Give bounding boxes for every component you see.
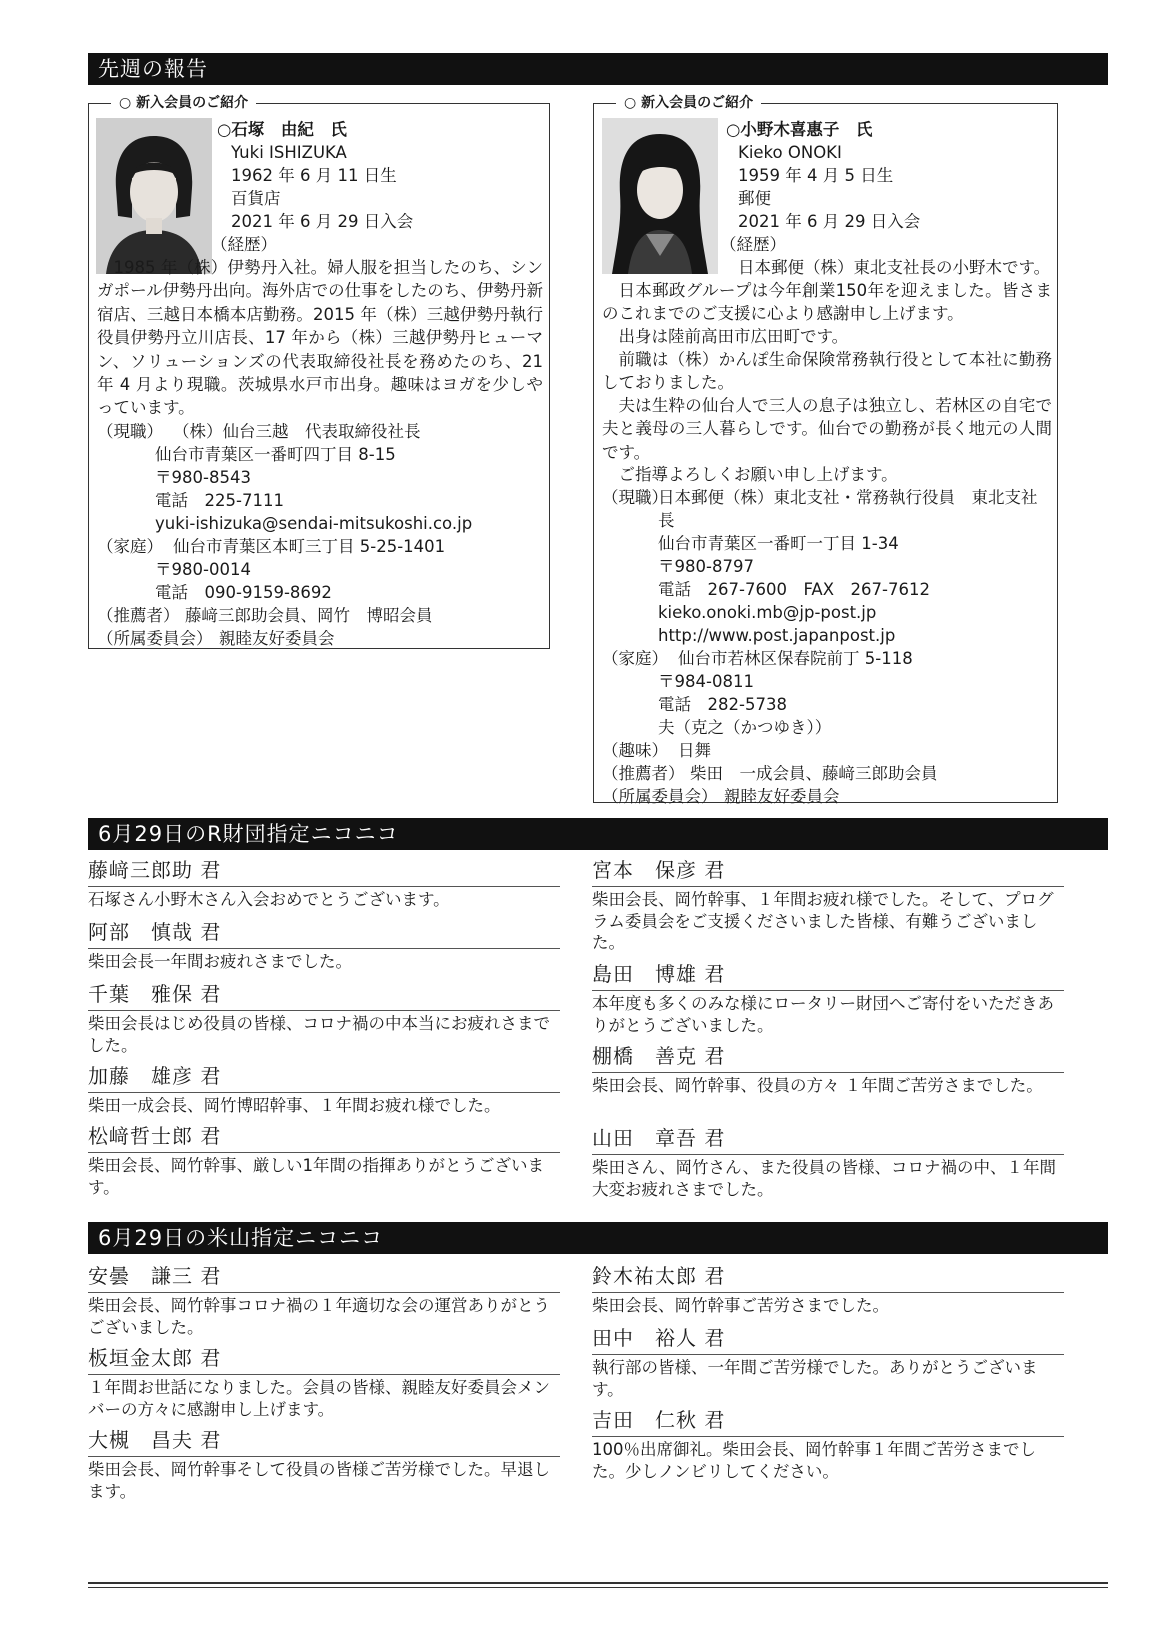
footer-rule (88, 1582, 1108, 1584)
entry-message: 執行部の皆様、一年間ご苦労様でした。ありがとうございます。 (592, 1358, 1038, 1399)
section-header-yoneyama: 6月29日の米山指定ニコニコ (88, 1222, 1108, 1254)
detail-line: 電話 267-7600 FAX 267-7612 (658, 580, 930, 599)
nikoniko-entry (88, 980, 560, 1056)
detail-line: 藤﨑三郎助会員、岡竹 博昭会員 (185, 606, 433, 625)
career-text: 日本郵便（株）東北支社長の小野木です。 (738, 258, 1051, 277)
member-industry: 郵便 (738, 189, 771, 208)
entry-message: 本年度も多くのみな様にロータリー財団へご寄付をいただきありがとうございました。 (592, 994, 1054, 1035)
member-photo (96, 118, 212, 274)
entry-message: 柴田会長、岡竹幹事そして役員の皆様ご苦労様でした。早退します。 (88, 1460, 550, 1501)
detail-line: 親睦友好委員会 (219, 629, 335, 648)
entry-message: 柴田一成会長、岡竹博昭幹事、１年間お疲れ様でした。 (88, 1096, 501, 1115)
member-name: ○石塚 由紀 氏 (217, 120, 347, 139)
nikoniko-entry (592, 1406, 1064, 1482)
career-text: 1985 年（株）伊勢丹入社。婦人服を担当したのち、シンガポール伊勢丹出向。海外店での仕事をしたのち、伊勢丹新宿店、三越日本橋本店勤務。2015 年（株）三越伊勢丹執行役員伊勢丹立川店長、17 年から（株）三越伊勢丹ヒューマン、ソリューションズの代表取締役社長を務めたのち、21 年 4 月より現職。茨城県水戸市出身。趣味はヨガを少しやっています。 (97, 258, 543, 418)
entry-name: 棚橋 善克 君 (592, 1042, 1064, 1073)
entry-name: 千葉 雅保 君 (88, 980, 560, 1011)
member-industry: 百貨店 (231, 189, 281, 208)
entry-name: 松﨑哲士郎 君 (88, 1122, 560, 1153)
detail-line: 〒980-8797 (658, 557, 754, 576)
entry-name: 加藤 雄彦 君 (88, 1062, 560, 1093)
entry-name: 山田 章吾 君 (592, 1124, 1064, 1155)
entry-message: １年間お世話になりました。会員の皆様、親睦友好委員会メンバーの方々に感謝申し上げます。 (88, 1378, 550, 1419)
nikoniko-entry (88, 1122, 560, 1198)
detail-label-hobby: （趣味） (602, 741, 668, 760)
detail-label-committee: （所属委員会） (602, 787, 718, 806)
career-label: （経歴） (720, 235, 786, 254)
entry-message: 柴田会長、岡竹幹事、厳しい1年間の指揮ありがとうございます。 (88, 1156, 544, 1197)
detail-line: 電話 282-5738 (658, 695, 787, 714)
member-photo (602, 118, 718, 274)
entry-name: 吉田 仁秋 君 (592, 1406, 1064, 1437)
detail-line: 仙台市青葉区本町三丁目 5-25-1401 (173, 537, 446, 556)
nikoniko-entry (88, 1426, 560, 1502)
nikoniko-entry (88, 1062, 560, 1117)
entry-name: 安曇 謙三 君 (88, 1262, 560, 1293)
nikoniko-entry (88, 856, 560, 911)
entry-name: 田中 裕人 君 (592, 1324, 1064, 1355)
nikoniko-entry (88, 1262, 560, 1338)
entry-name: 島田 博雄 君 (592, 960, 1064, 991)
detail-label-job: （現職） (97, 422, 163, 441)
detail-line: 夫（克之（かつゆき）） (658, 718, 832, 737)
nikoniko-entry (592, 856, 1064, 954)
detail-line: 電話 225-7111 (155, 491, 284, 510)
member-birth: 1962 年 6 月 11 日生 (231, 166, 397, 185)
career-text: 前職は（株）かんぽ生命保険常務執行役として本社に勤務しておりました。 (602, 350, 1052, 393)
detail-line: 親睦友好委員会 (724, 787, 840, 806)
career-text: ご指導よろしくお願い申し上げます。 (618, 465, 898, 484)
nikoniko-entry (592, 960, 1064, 1036)
detail-line: 〒980-8543 (155, 468, 251, 487)
detail-line: 仙台市青葉区一番町一丁目 1-34 (658, 534, 899, 553)
member-name: ○小野木喜惠子 氏 (726, 120, 873, 139)
nikoniko-entry (592, 1262, 1064, 1317)
detail-label-job: （現職） (602, 488, 668, 507)
new-member-card (593, 95, 1058, 806)
detail-label-committee: （所属委員会） (97, 629, 213, 648)
section-header-report: 先週の報告 (88, 53, 1108, 85)
entry-name: 板垣金太郎 君 (88, 1344, 560, 1375)
member-birth: 1959 年 4 月 5 日生 (738, 166, 894, 185)
detail-line: 柴田 一成会員、藤﨑三郎助会員 (690, 764, 938, 783)
detail-line: 仙台市青葉区一番町四丁目 8-15 (155, 445, 396, 464)
detail-label-home: （家庭） (97, 537, 163, 556)
detail-line: 日舞 (678, 741, 711, 760)
detail-label-recommender: （推薦者） (602, 764, 685, 783)
entry-name: 宮本 保彦 君 (592, 856, 1064, 887)
nikoniko-entry (88, 918, 560, 973)
nikoniko-entry (592, 1042, 1064, 1097)
detail-line: 仙台市若林区保春院前丁 5-118 (678, 649, 913, 668)
entry-message: 100％出席御礼。柴田会長、岡竹幹事１年間ご苦労さまでした。少しノンビリしてください。 (592, 1440, 1036, 1481)
member-joined: 2021 年 6 月 29 日入会 (738, 212, 921, 231)
entry-message: 柴田会長一年間お疲れさまでした。 (88, 952, 352, 971)
entry-message: 柴田会長、岡竹幹事コロナ禍の１年適切な会の運営ありがとうございました。 (88, 1296, 550, 1337)
detail-line: 電話 090-9159-8692 (155, 583, 332, 602)
entry-message: 柴田さん、岡竹さん、また役員の皆様、コロナ禍の中、１年間大変お疲れさまでした。 (592, 1158, 1056, 1199)
career-text: 夫は生粋の仙台人で三人の息子は独立し、若林区の自宅で夫と義母の三人暮らしです。仙台での勤務が長く地元の人間です。 (602, 396, 1052, 462)
member-joined: 2021 年 6 月 29 日入会 (231, 212, 414, 231)
detail-line: 〒984-0811 (658, 672, 754, 691)
box-title: ○ 新入会員のご紹介 (111, 93, 256, 113)
section-header-rotary: 6月29日のR財団指定ニコニコ (88, 818, 1108, 850)
member-romaji: Yuki ISHIZUKA (231, 143, 347, 162)
detail-line: 〒980-0014 (155, 560, 251, 579)
detail-label-recommender: （推薦者） (97, 606, 180, 625)
nikoniko-entry (592, 1124, 1064, 1200)
footer-rule (88, 1587, 1108, 1588)
entry-message: 柴田会長、岡竹幹事、役員の方々 １年間ご苦労さまでした。 (592, 1076, 1043, 1095)
detail-line: 日本郵便（株）東北支社・常務執行役員 東北支社長 (658, 488, 1038, 531)
entry-message: 柴田会長、岡竹幹事、１年間お疲れ様でした。そして、プログラム委員会をご支援くださいました皆様、有難うございました。 (592, 890, 1054, 952)
detail-line: kieko.onoki.mb@jp-post.jp (658, 603, 877, 622)
detail-line: （株）仙台三越 代表取締役社長 (173, 422, 421, 441)
box-title: ○ 新入会員のご紹介 (616, 93, 761, 113)
nikoniko-entry (88, 1344, 560, 1420)
entry-name: 阿部 慎哉 君 (88, 918, 560, 949)
member-romaji: Kieko ONOKI (738, 143, 842, 162)
new-member-card (88, 95, 550, 649)
entry-message: 柴田会長、岡竹幹事ご苦労さまでした。 (592, 1296, 889, 1315)
detail-line: http://www.post.japanpost.jp (658, 626, 896, 645)
detail-label-home: （家庭） (602, 649, 668, 668)
entry-name: 大槻 昌夫 君 (88, 1426, 560, 1457)
detail-line: yuki-ishizuka@sendai-mitsukoshi.co.jp (155, 514, 473, 533)
career-text: 日本郵政グループは今年創業150年を迎えました。皆さまのこれまでのご支援に心より感謝申し上げます。 (602, 281, 1052, 324)
career-text: 出身は陸前高田市広田町です。 (618, 327, 849, 346)
entry-name: 鈴木祐太郎 君 (592, 1262, 1064, 1293)
career-label: （経歴） (211, 235, 277, 254)
entry-message: 石塚さん小野木さん入会おめでとうございます。 (88, 890, 450, 909)
entry-name: 藤﨑三郎助 君 (88, 856, 560, 887)
nikoniko-entry (592, 1324, 1064, 1400)
entry-message: 柴田会長はじめ役員の皆様、コロナ禍の中本当にお疲れさまでした。 (88, 1014, 550, 1055)
